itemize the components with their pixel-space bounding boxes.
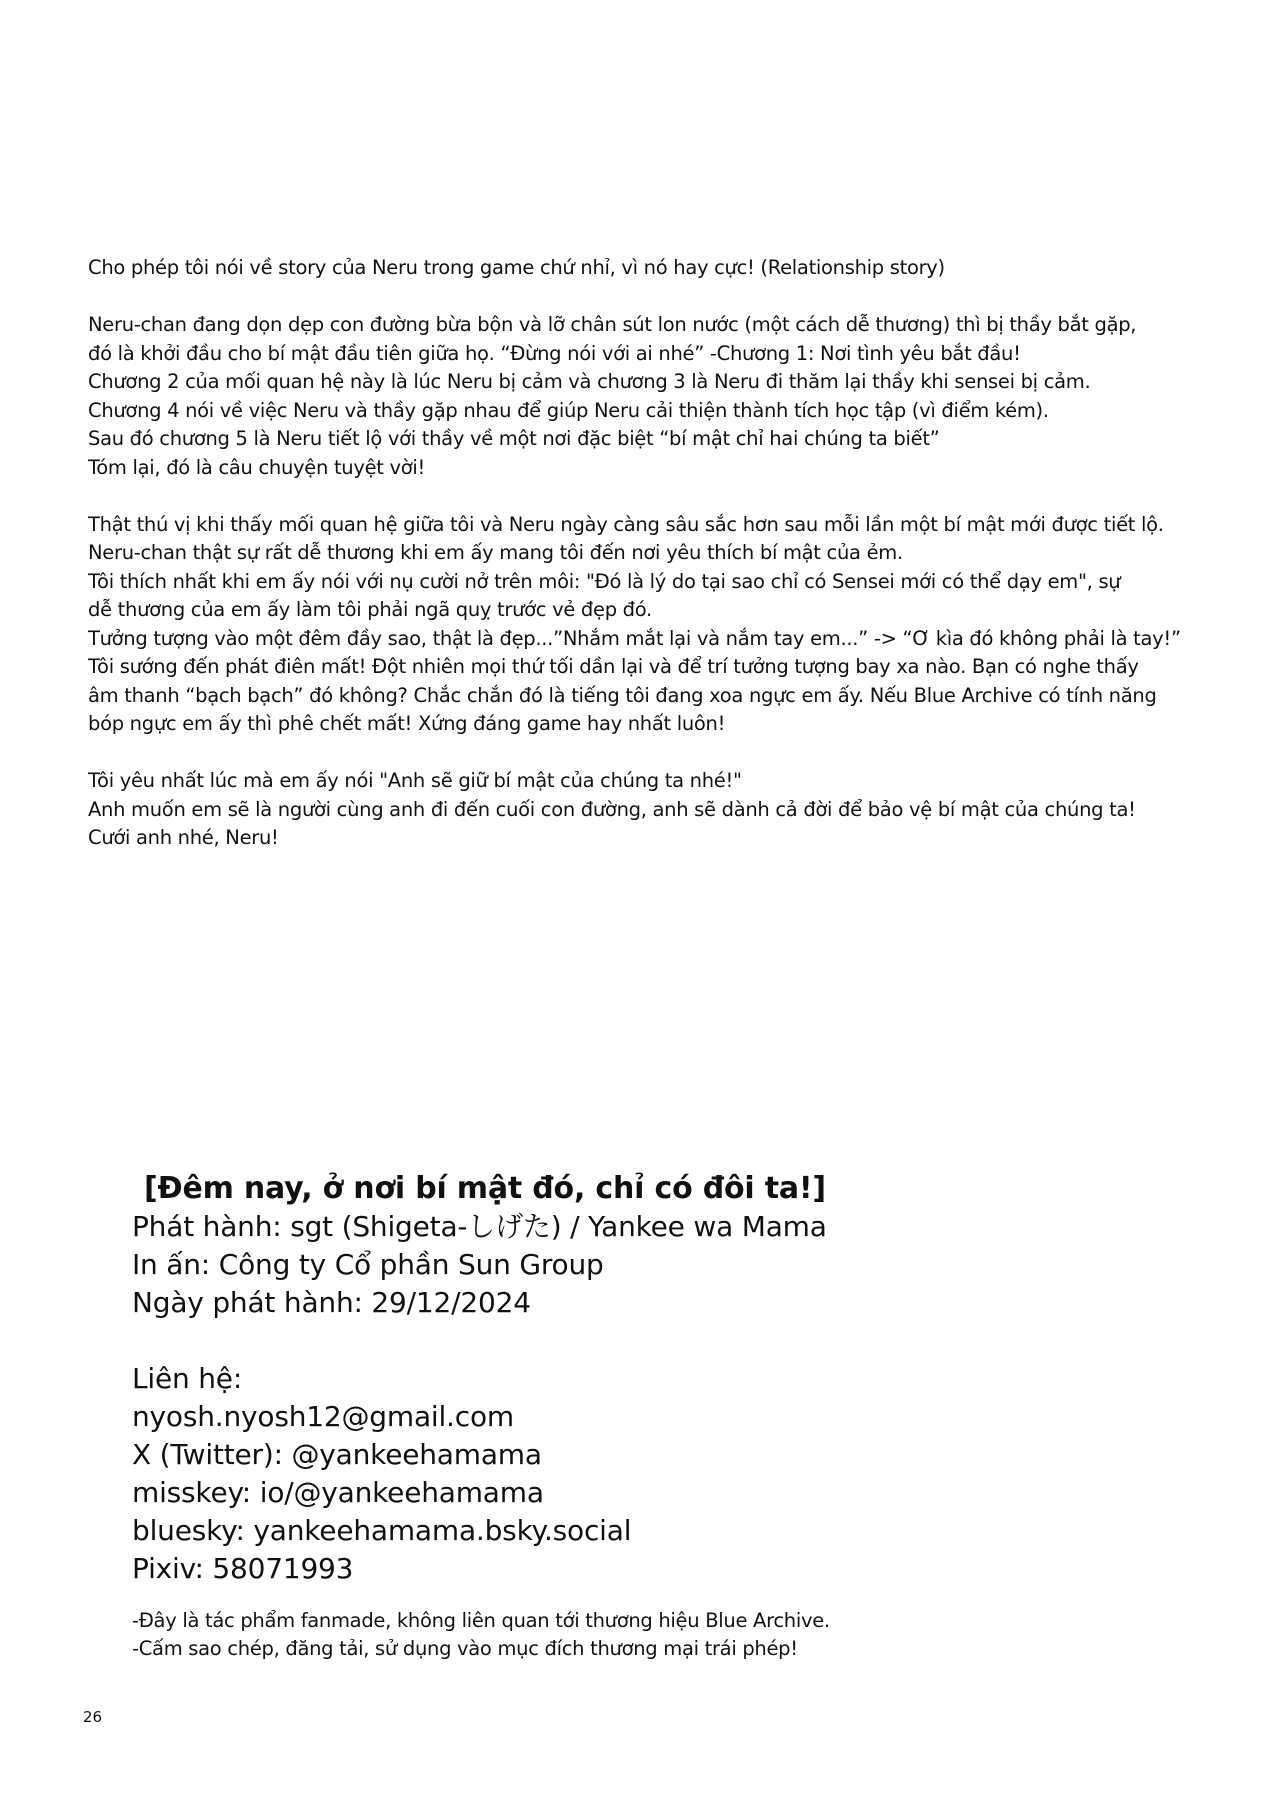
page-number: 26 [83,1708,103,1726]
colophon-block [132,1170,1132,1588]
story-line: Thật thú vị khi thấy mối quan hệ giữa tôi và Neru ngày càng sâu sắc hơn sau mỗi lần một bí mật mới được tiết lộ. [88,512,1164,536]
story-line: Cho phép tôi nói về story của Neru trong game chứ nhỉ, vì nó hay cực! (Relationship story) [88,256,945,279]
contact-pixiv: Pixiv: 58071993 [132,1552,354,1585]
story-paragraph-1 [88,254,1208,283]
disclaimer-line: -Cấm sao chép, đăng tải, sử dụng vào mục đích thương mại trái phép! [132,1637,798,1660]
story-line: bóp ngực em ấy thì phê chết mất! Xứng đáng game hay nhất luôn! [88,712,726,735]
story-line: dễ thương của em ấy làm tôi phải ngã quỵ trước vẻ đẹp đó. [88,598,652,621]
story-paragraph-3 [88,511,1208,739]
story-line: Chương 4 nói về việc Neru và thầy gặp nhau để giúp Neru cải thiện thành tích học tập (vì điểm kém). [88,398,1049,422]
story-line: Neru-chan đang dọn dẹp con đường bừa bộn và lỡ chân sút lon nước (một cách dễ thương) thì bị thầy bắt gặp, [88,313,1137,336]
story-line: Tôi yêu nhất lúc mà em ấy nói "Anh sẽ giữ bí mật của chúng ta nhé!" [88,769,742,792]
contact-bluesky: bluesky: yankeehamama.bsky.social [132,1514,632,1547]
story-line: Sau đó chương 5 là Neru tiết lộ với thầy về một nơi đặc biệt “bí mật chỉ hai chúng ta biết” [88,427,940,450]
book-title: [Đêm nay, ở nơi bí mật đó, chỉ có đôi ta!] [144,1171,826,1206]
story-line: Anh muốn em sẽ là người cùng anh đi đến cuối con đường, anh sẽ dành cả đời để bảo vệ bí mật của chúng ta! [88,797,1136,821]
story-line: Neru-chan thật sự rất dễ thương khi em ấy mang tôi đến nơi yêu thích bí mật của ẻm. [88,541,903,564]
story-line: Tôi thích nhất khi em ấy nói với nụ cười nở trên môi: "Đó là lý do tại sao chỉ có Sensei mới có thể dạy em", sự [88,569,1121,593]
story-line: Tóm lại, đó là câu chuyện tuyệt vời! [88,455,426,479]
disclaimer-line: -Đây là tác phẩm fanmade, không liên quan tới thương hiệu Blue Archive. [132,1609,830,1632]
story-line: đó là khởi đầu cho bí mật đầu tiên giữa họ. “Đừng nói với ai nhé” -Chương 1: Nơi tình yêu bắt đầu! [88,341,1021,365]
contact-heading: Liên hệ: [132,1362,243,1395]
story-text-block [88,254,1208,881]
contact-twitter: X (Twitter): @yankeehamama [132,1438,542,1471]
story-line: Tưởng tượng vào một đêm đầy sao, thật là đẹp...”Nhắm mắt lại và nắm tay em...” -> “Ơ kìa đó không phải là tay!” [88,626,1181,650]
contact-email: nyosh.nyosh12@gmail.com [132,1400,514,1433]
story-paragraph-4 [88,767,1208,853]
publisher-line: Phát hành: sgt (Shigeta-しげた) / Yankee wa Mama [132,1210,827,1243]
story-line: âm thanh “bạch bạch” đó không? Chắc chắn đó là tiếng tôi đang xoa ngực em ấy. Nếu Blue Archive có tính năng [88,683,1157,707]
release-date-line: Ngày phát hành: 29/12/2024 [132,1286,531,1319]
story-line: Cưới anh nhé, Neru! [88,826,279,849]
disclaimer-block [132,1607,830,1663]
story-paragraph-2 [88,311,1208,482]
contact-misskey: misskey: io/@yankeehamama [132,1476,544,1509]
story-line: Tôi sướng đến phát điên mất! Đột nhiên mọi thứ tối dần lại và để trí tưởng tượng bay xa nào. Bạn có nghe thấy [88,655,1139,678]
printer-line: In ấn: Công ty Cổ phần Sun Group [132,1248,604,1281]
spacer [132,1322,1132,1360]
story-line: Chương 2 của mối quan hệ này là lúc Neru bị cảm và chương 3 là Neru đi thăm lại thầy khi sensei bị cảm. [88,370,1091,393]
